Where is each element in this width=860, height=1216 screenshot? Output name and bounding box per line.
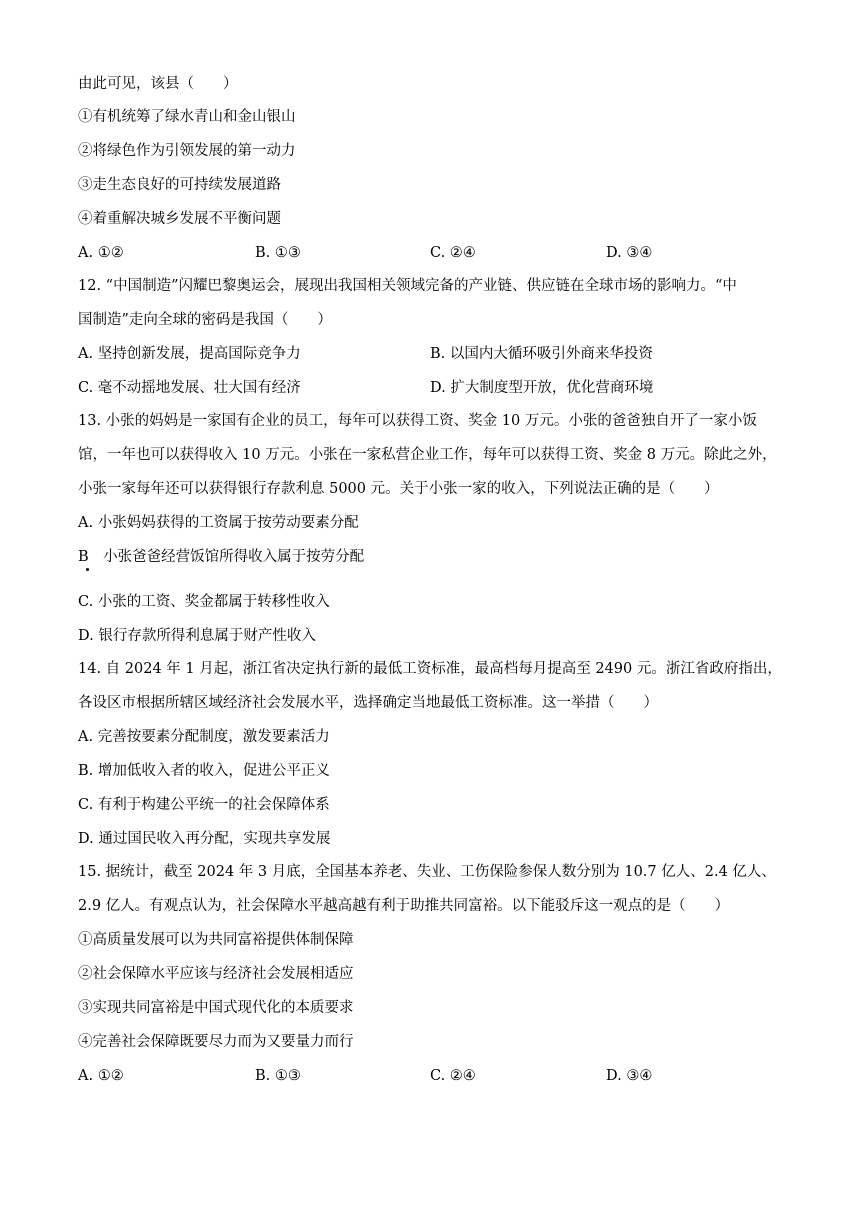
- q11-option-a: A. ①②: [78, 245, 124, 261]
- q14-option-c: C. 有利于构建公平统一的社会保障体系: [78, 797, 330, 813]
- q15-option-a: A. ①②: [78, 1068, 124, 1084]
- q13-stem-line-1: 13. 小张的妈妈是一家国有企业的员工，每年可以获得工资、奖金 10 万元。小张的爸爸独自开了一家小饭: [78, 413, 757, 429]
- list-marker-dot: [86, 568, 89, 571]
- q11-option-d: D. ③④: [606, 245, 653, 261]
- q14-option-a: A. 完善按要素分配制度，激发要素活力: [78, 729, 330, 745]
- q11-item-2: ②将绿色作为引领发展的第一动力: [78, 143, 296, 159]
- q14-option-b: B. 增加低收入者的收入，促进公平正义: [78, 763, 330, 779]
- q11-stem: 由此可见，该县（ ）: [78, 76, 238, 92]
- q11-item-4: ④着重解决城乡发展不平衡问题: [78, 211, 281, 227]
- q15-option-b: B. ①③: [255, 1068, 301, 1084]
- q11-option-b: B. ①③: [255, 245, 301, 261]
- q15-option-c: C. ②④: [430, 1068, 476, 1084]
- q15-stem-line-1: 15. 据统计，截至 2024 年 3 月底，全国基本养老、失业、工伤保险参保人数分别为 10.7 亿人、2.4 亿人、: [78, 864, 776, 880]
- q13-stem-line-2: 馆，一年也可以获得收入 10 万元。小张在一家私营企业工作，每年可以获得工资、奖金 8 万元。除此之外，: [78, 447, 777, 463]
- q11-item-3: ③走生态良好的可持续发展道路: [78, 177, 281, 193]
- q15-item-2: ②社会保障水平应该与经济社会发展相适应: [78, 966, 354, 982]
- q15-stem-line-2: 2.9 亿人。有观点认为，社会保障水平越高越有利于助推共同富裕。以下能驳斥这一观点的是（ ）: [78, 898, 730, 914]
- q13-option-c: C. 小张的工资、奖金都属于转移性收入: [78, 594, 330, 610]
- q13-option-b: B 小张爸爸经营饭馆所得收入属于按劳分配: [78, 549, 365, 565]
- q14-stem-line-2: 各设区市根据所辖区域经济社会发展水平，选择确定当地最低工资标准。这一举措（ ）: [78, 695, 658, 711]
- q14-option-d: D. 通过国民收入再分配，实现共享发展: [78, 831, 331, 847]
- q13-stem-line-3: 小张一家每年还可以获得银行存款利息 5000 元。关于小张一家的收入，下列说法正确的是（ ）: [78, 481, 719, 497]
- q12-option-b: B. 以国内大循环吸引外商来华投资: [430, 346, 653, 362]
- q15-option-d: D. ③④: [606, 1068, 653, 1084]
- q11-option-c: C. ②④: [430, 245, 476, 261]
- q13-option-d: D. 银行存款所得利息属于财产性收入: [78, 628, 316, 644]
- q13-option-a: A. 小张妈妈获得的工资属于按劳动要素分配: [78, 515, 359, 531]
- q12-option-c: C. 毫不动摇地发展、壮大国有经济: [78, 380, 301, 396]
- q12-option-d: D. 扩大制度型开放，优化营商环境: [430, 380, 654, 396]
- q15-item-1: ①高质量发展可以为共同富裕提供体制保障: [78, 932, 354, 948]
- q15-item-3: ③实现共同富裕是中国式现代化的本质要求: [78, 1000, 354, 1016]
- q14-stem-line-1: 14. 自 2024 年 1 月起，浙江省决定执行新的最低工资标准，最高档每月提高至 2490 元。浙江省政府指出，: [78, 661, 782, 677]
- q12-stem-line-1: 12. “中国制造”闪耀巴黎奥运会，展现出我国相关领域完备的产业链、供应链在全球市场的影响力。“中: [78, 278, 737, 294]
- q12-stem-line-2: 国制造”走向全球的密码是我国（ ）: [78, 312, 332, 328]
- q11-item-1: ①有机统筹了绿水青山和金山银山: [78, 109, 296, 125]
- q15-item-4: ④完善社会保障既要尽力而为又要量力而行: [78, 1034, 354, 1050]
- q12-option-a: A. 坚持创新发展，提高国际竞争力: [78, 346, 301, 362]
